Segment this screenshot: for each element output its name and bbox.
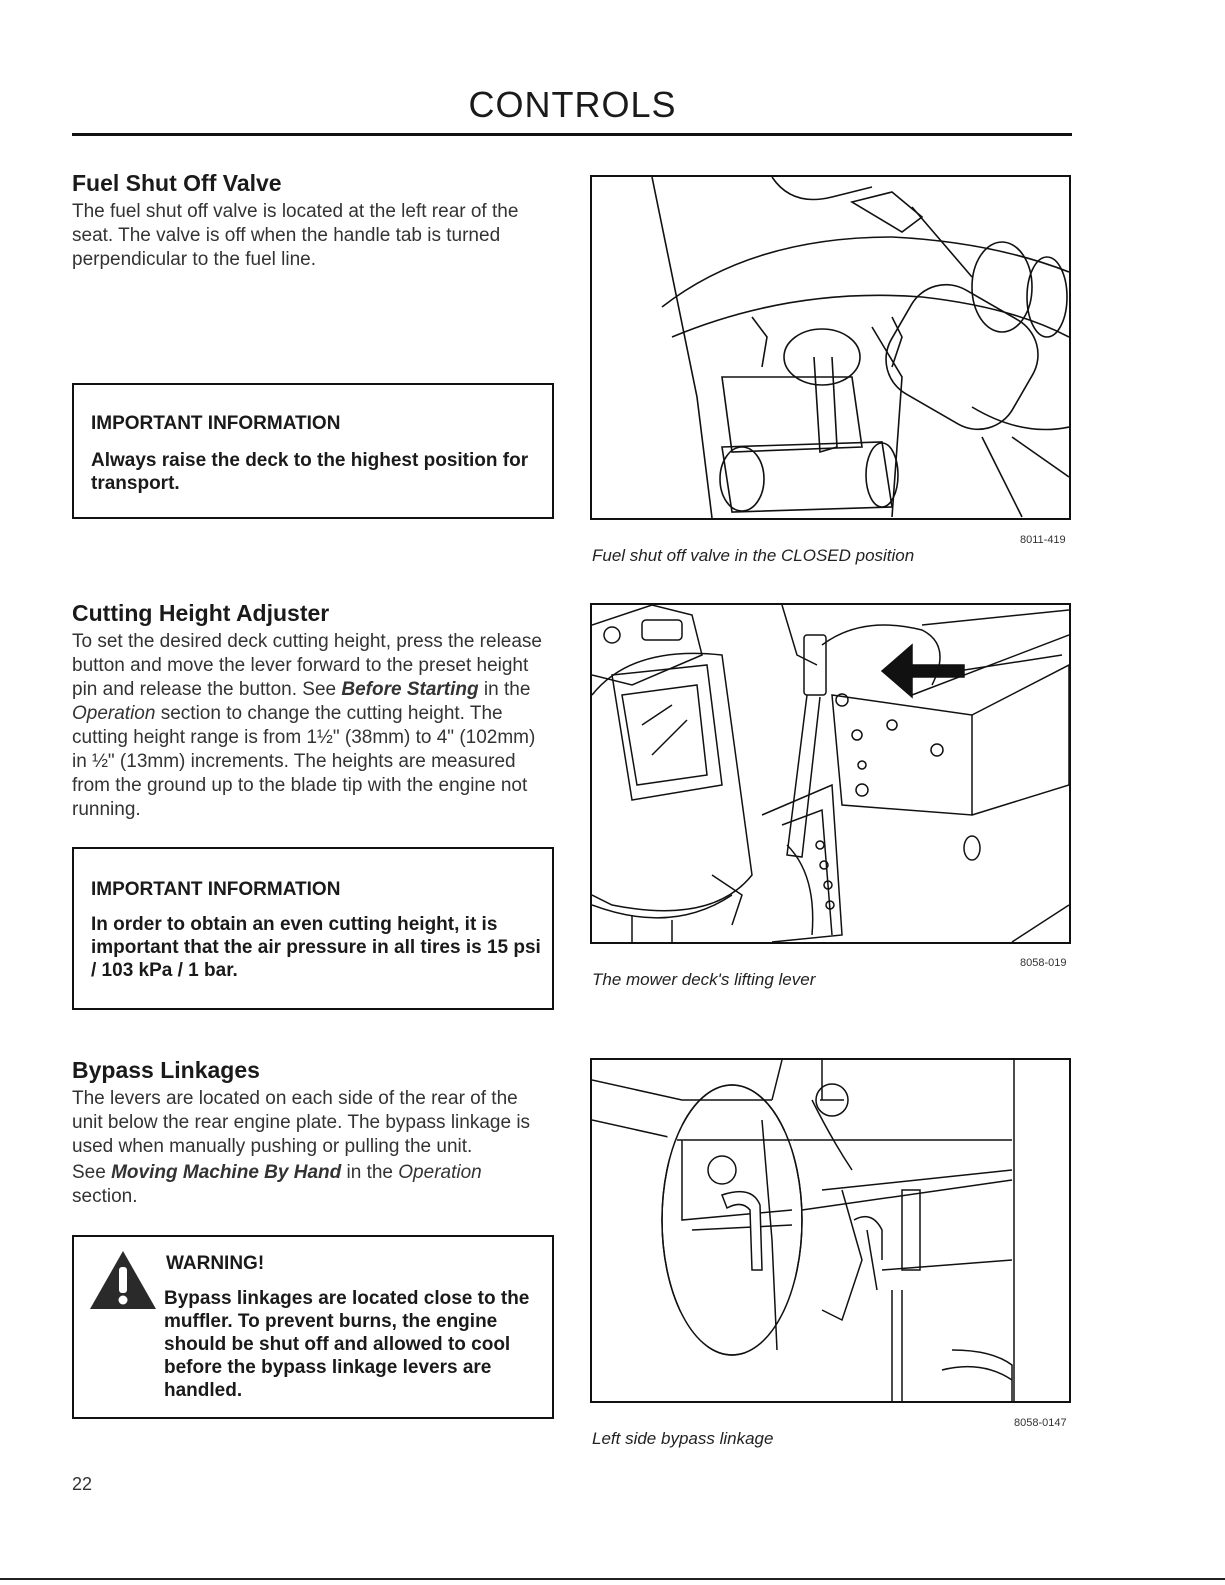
cutting-height-text-3: section to change the cutting height. The cutting height range is from 1½" (38mm) to 4" (102mm) in ½" (13mm) increments. The heights are measured from the ground up to the blade tip with the engine not running. — [72, 703, 536, 820]
before-starting-link[interactable]: Before Starting — [341, 679, 479, 700]
fuel-valve-heading: Fuel Shut Off Valve — [72, 170, 282, 196]
fuel-valve-figure — [590, 175, 1071, 520]
page-number: 22 — [72, 1474, 93, 1494]
fuel-valve-body: The fuel shut off valve is located at the left rear of the seat. The valve is off when the handle tab is turned perpendicular to the fuel line. — [72, 201, 519, 270]
lifting-lever-figure-code: 8058-019 — [1020, 957, 1067, 969]
info-box-heading: IMPORTANT INFORMATION — [91, 879, 341, 900]
bypass-see-text-1: See — [72, 1162, 112, 1183]
bypass-see-also — [72, 1161, 547, 1209]
lifting-lever-caption: The mower deck's lifting lever — [592, 970, 816, 989]
bypass-see-text-2: in the — [341, 1162, 399, 1183]
fuel-valve-caption: Fuel shut off valve in the CLOSED position — [592, 546, 915, 565]
bypass-body: The levers are located on each side of the rear of the unit below the rear engine plate. The bypass linkage is used when manually pushing or pulling the unit. — [72, 1088, 531, 1157]
moving-machine-link[interactable]: Moving Machine By Hand — [111, 1162, 342, 1183]
bypass-caption: Left side bypass linkage — [592, 1429, 774, 1448]
bypass-heading: Bypass Linkages — [72, 1057, 260, 1083]
warning-box — [72, 1235, 554, 1419]
bypass-illustration — [592, 1060, 1069, 1401]
page-title: CONTROLS — [468, 84, 677, 125]
bypass-figure — [590, 1058, 1071, 1403]
info-box-transport — [72, 383, 554, 519]
title-rule — [72, 133, 1072, 136]
warning-triangle-icon — [88, 1249, 158, 1311]
fuel-valve-illustration — [592, 177, 1069, 518]
cutting-height-text-2: in the — [478, 679, 531, 700]
bottom-edge-rule — [0, 1578, 1225, 1580]
cutting-height-heading: Cutting Height Adjuster — [72, 600, 330, 626]
fuel-valve-figure-code: 8011-419 — [1020, 534, 1066, 546]
cutting-height-body — [72, 630, 552, 822]
info-box-tire-pressure — [72, 847, 554, 1010]
info-box-text: Always raise the deck to the highest position for transport. — [91, 450, 529, 494]
lifting-lever-illustration — [592, 605, 1069, 942]
warning-heading: WARNING! — [166, 1253, 265, 1274]
operation-ref: Operation — [398, 1162, 482, 1183]
operation-ref: Operation — [72, 703, 156, 724]
lifting-lever-figure — [590, 603, 1071, 944]
warning-text: Bypass linkages are located close to the muffler. To prevent burns, the engine should be shut off and allowed to cool before the bypass linkage levers are handled. — [164, 1288, 530, 1401]
bypass-see-text-3: section. — [72, 1186, 138, 1207]
info-box-heading: IMPORTANT INFORMATION — [91, 413, 341, 434]
cutting-height-text-1: To set the desired deck cutting height, press the release button and move the lever forward to the preset height pin and release the button. See — [72, 631, 542, 700]
bypass-figure-code: 8058-0147 — [1014, 1417, 1067, 1429]
info-box-text: In order to obtain an even cutting height, it is important that the air pressure in all tires is 15 psi / 103 kPa / 1 bar. — [91, 914, 541, 981]
